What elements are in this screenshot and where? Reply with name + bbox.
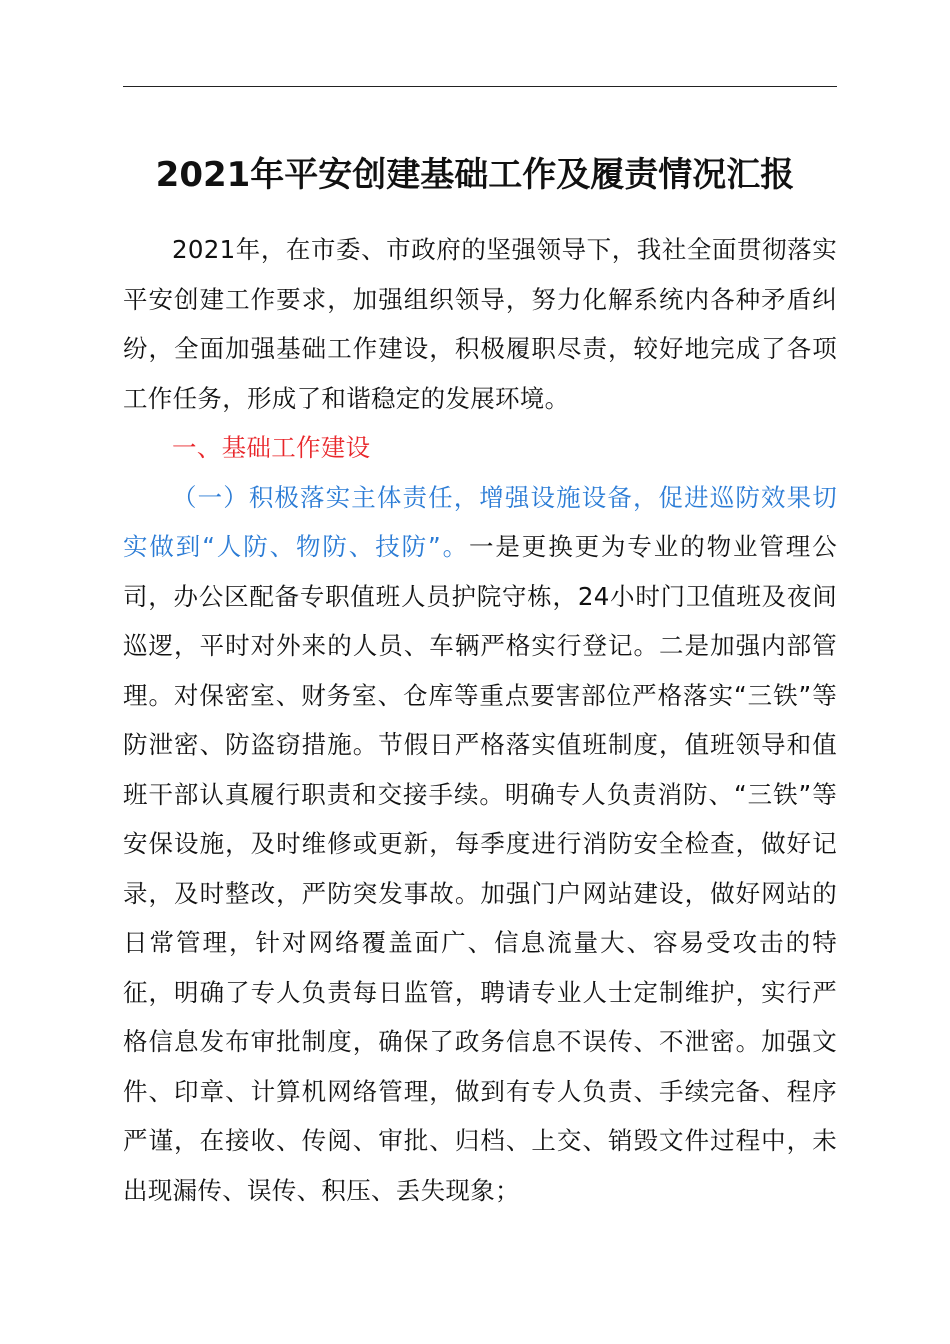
- document-body: [123, 225, 837, 1215]
- intro-paragraph: 2021年，在市委、市政府的坚强领导下，我社全面贯彻落实平安创建工作要求，加强组织领导，努力化解系统内各种矛盾纠纷，全面加强基础工作建设，积极履职尽责，较好地完成了各项工作任务，形成了和谐稳定的发展环境。: [123, 235, 837, 413]
- subsection-body: 一是更换更为专业的物业管理公司，办公区配备专职值班人员护院守栋，24小时门卫值班及夜间巡逻，平时对外来的人员、车辆严格实行登记。二是加强内部管理。对保密室、财务室、仓库等重点要害部位严格落实“三铁”等防泄密、防盗窃措施。节假日严格落实值班制度，值班领导和值班干部认真履行职责和交接手续。明确专人负责消防、“三铁”等安保设施，及时维修或更新，每季度进行消防安全检查，做好记录，及时整改，严防突发事故。加强门户网站建设，做好网站的日常管理，针对网络覆盖面广、信息流量大、容易受攻击的特征，明确了专人负责每日监管，聘请专业人士定制维护，实行严格信息发布审批制度，确保了政务信息不误传、不泄密。加强文件、印章、计算机网络管理，做到有专人负责、手续完备、程序严谨，在接收、传阅、审批、归档、上交、销毁文件过程中，未出现漏传、误传、积压、丢失现象；: [123, 532, 837, 1205]
- header-rule: [123, 86, 837, 87]
- section-heading: 一、基础工作建设: [172, 433, 371, 462]
- subsection-heading: （一）积极落实主体责任，增强设施设备，促进巡防效果切实做到“人防、物防、技防”。: [123, 482, 837, 561]
- document-title: 2021年平安创建基础工作及履责情况汇报: [155, 155, 795, 195]
- subsection-paragraph: [123, 473, 837, 1216]
